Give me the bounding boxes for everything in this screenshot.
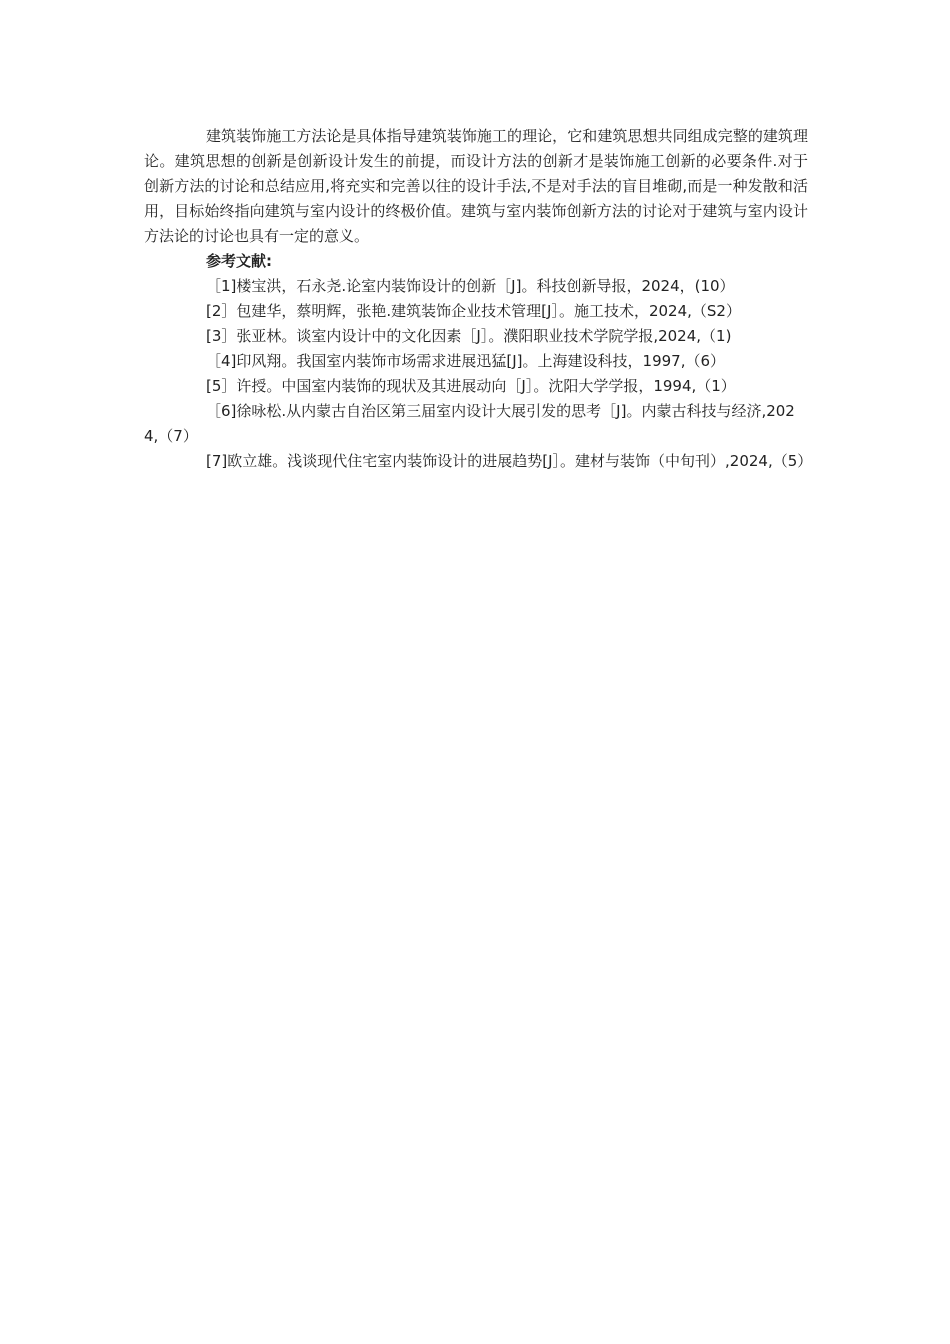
reference-list (144, 274, 813, 474)
body-paragraph: 建筑装饰施工方法论是具体指导建筑装饰施工的理论，它和建筑思想共同组成完整的建筑理论。建筑思想的创新是创新设计发生的前提，而设计方法的创新才是装饰施工创新的必要条件.对于创新方法的讨论和总结应用,将充实和完善以往的设计手法,不是对手法的盲目堆砌,而是一种发散和活用，目标始终指向建筑与室内设计的终极价值。建筑与室内装饰创新方法的讨论对于建筑与室内设计方法论的讨论也具有一定的意义。 (144, 127, 808, 245)
reference-item-3: [3］张亚林。谈室内设计中的文化因素［J］。濮阳职业技术学院学报,2024,（1) (206, 327, 732, 345)
reference-item-2: [2］包建华，蔡明辉，张艳.建筑装饰企业技术管理[J］。施工技术，2024,（S2） (206, 302, 741, 320)
reference-item-4: ［4]印风翔。我国室内装饰市场需求进展迅猛[J]。上海建设科技，1997,（6） (206, 352, 726, 370)
reference-item-7: [7]欧立雄。浅谈现代住宅室内装饰设计的进展趋势[J］。建材与装饰（中旬刊）,2024,（5） (206, 452, 813, 470)
reference-item-1: ［1]楼宝洪，石永尧.论室内装饰设计的创新［J]。科技创新导报，2024，(10） (206, 277, 735, 295)
reference-item-6: ［6]徐咏松.从内蒙古自治区第三届室内设计大展引发的思考［J]。内蒙古科技与经济,2024,（7） (144, 402, 795, 445)
document-page (144, 124, 813, 474)
reference-item-5: [5］许授。中国室内装饰的现状及其进展动向［J］。沈阳大学学报，1994,（1） (206, 377, 736, 395)
references-heading: 参考文献: (206, 252, 272, 270)
